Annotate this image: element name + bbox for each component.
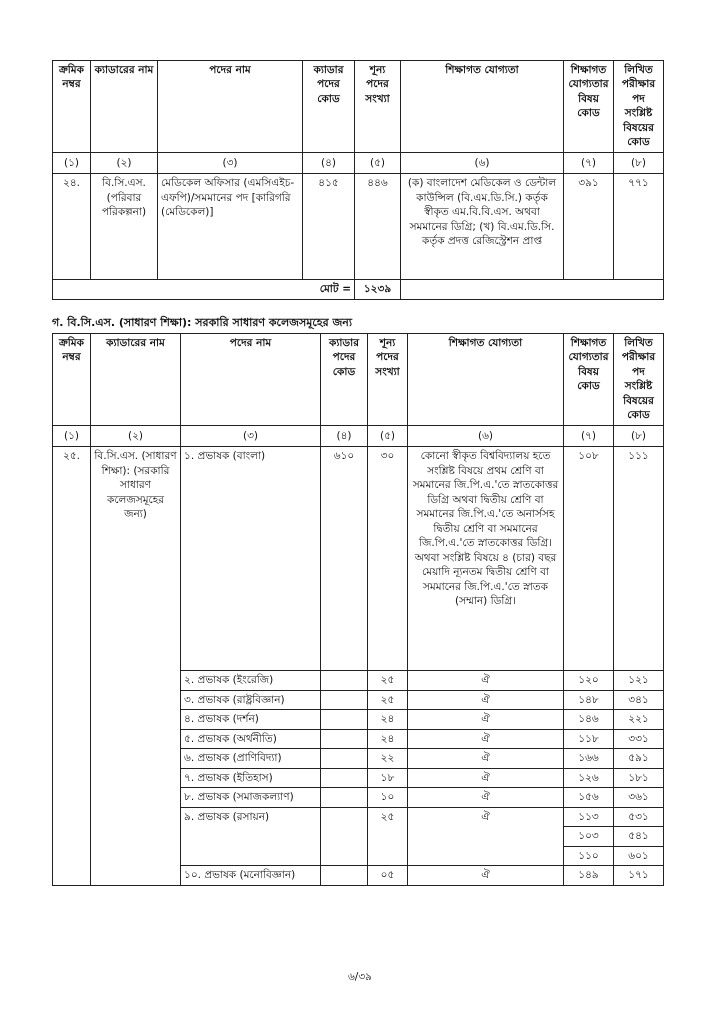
header-qualification: শিক্ষাগত যোগ্যতা	[408, 334, 564, 426]
vacancy-cell: ৩০	[368, 447, 408, 671]
written-code-cell: ১৭১	[614, 866, 664, 885]
written-code-cell: ৩৩১	[614, 729, 664, 748]
written-code-cell: ১৮১	[614, 768, 664, 787]
written-code-cell: ৫৩১	[614, 807, 664, 826]
qualification-cell: (ক) বাংলাদেশ মেডিকেল ও ডেন্টাল কাউন্সিল (বি.এম.ডি.সি.) কর্তৃক স্বীকৃত এম.বি.বি.এস. অথবা সমমানের ডিগ্রি; (খ) বি.এম.ডি.সি. কর্তৃক প্রদত্ত রেজিস্ট্রেশন প্রাপ্ত	[401, 174, 564, 280]
edu-code-cell: ১২৬	[564, 768, 614, 787]
edu-code-cell: ১৬৬	[564, 749, 614, 768]
table-row	[53, 447, 664, 671]
written-code-cell: ৬০১	[614, 846, 664, 865]
code-cell-empty	[321, 866, 368, 885]
edu-code-cell: ১২০	[564, 671, 614, 690]
code-cell-empty	[321, 749, 368, 768]
code-cell-empty	[321, 710, 368, 729]
vacancy-cell: ১০	[368, 788, 408, 807]
header-row	[53, 61, 664, 153]
header-post-name: পদের নাম	[158, 61, 303, 153]
vacancy-cell: ০৫	[368, 866, 408, 885]
header-edu-subject-code: শিক্ষাগত যোগ্যতার বিষয় কোড	[564, 61, 614, 153]
ditto-cell: ঐ	[408, 710, 564, 729]
header-qualification: শিক্ষাগত যোগ্যতা	[401, 61, 564, 153]
code-cell-empty	[321, 690, 368, 709]
ditto-cell: ঐ	[408, 807, 564, 865]
total-label: মোট =	[53, 280, 355, 300]
header-written-subject-code: লিখিত পরীক্ষার পদ সংশ্লিষ্ট বিষয়ের কোড	[614, 334, 664, 426]
header-vacancy: শূন্য পদের সংখ্যা	[355, 61, 401, 153]
vacancy-cell: ২৫	[368, 671, 408, 690]
col-number: (২)	[91, 152, 158, 173]
code-cell-empty	[321, 768, 368, 787]
column-number-row	[53, 425, 664, 446]
section-title: গ. বি.সি.এস. (সাধারণ শিক্ষা): সরকারি সাধারণ কলেজসমূহের জন্য	[52, 316, 353, 329]
header-vacancy: শূন্য পদের সংখ্যা	[368, 334, 408, 426]
col-number: (৪)	[303, 152, 355, 173]
header-written-subject-code: লিখিত পরীক্ষার পদ সংশ্লিষ্ট বিষয়ের কোড	[614, 61, 664, 153]
post-cell: ১. প্রভাষক (বাংলা)	[181, 447, 321, 671]
vacancy-cell: ১৮	[368, 768, 408, 787]
post-cell: মেডিকেল অফিসার (এমসিএইচ-এফপি)/সমমানের পদ [কারিগরি (মেডিকেল)]	[158, 174, 303, 280]
vacancy-cell: ২২	[368, 749, 408, 768]
page-number: ৬/৩৯	[347, 971, 372, 983]
vacancy-cell: ২৪	[368, 729, 408, 748]
col-number: (৫)	[355, 152, 401, 173]
col-number: (৩)	[181, 425, 321, 446]
col-number: (২)	[91, 425, 181, 446]
header-serial: ক্রমিক নম্বর	[53, 61, 91, 153]
col-number: (৭)	[564, 152, 614, 173]
table-row	[53, 174, 664, 280]
col-number: (৮)	[614, 425, 664, 446]
cadre-cell: বি.সি.এস. (পরিবার পরিকল্পনা)	[91, 174, 158, 280]
written-code-cell: ৩৪১	[614, 690, 664, 709]
ditto-cell: ঐ	[408, 749, 564, 768]
post-cell: ৪. প্রভাষক (দর্শন)	[181, 710, 321, 729]
post-cell: ৫. প্রভাষক (অর্থনীতি)	[181, 729, 321, 748]
col-number: (৭)	[564, 425, 614, 446]
post-cell: ৩. প্রভাষক (রাষ্ট্রবিজ্ঞান)	[181, 690, 321, 709]
col-number: (৮)	[614, 152, 664, 173]
column-number-row	[53, 152, 664, 173]
header-edu-subject-code: শিক্ষাগত যোগ্যতার বিষয় কোড	[564, 334, 614, 426]
code-cell-empty	[321, 807, 368, 865]
col-number: (৬)	[401, 152, 564, 173]
col-number: (৩)	[158, 152, 303, 173]
total-value: ১২৩৯	[355, 280, 401, 300]
code-cell-empty	[321, 671, 368, 690]
qualification-cell: কোনো স্বীকৃত বিশ্ববিদ্যালয় হতে সংশ্লিষ্ট বিষয়ে প্রথম শ্রেণি বা সমমানের জি.পি.এ.'তে স্নাতকোত্তর ডিগ্রি অথবা দ্বিতীয় শ্রেণি বা সমমানের জি.পি.এ.'তে অনার্সসহ দ্বিতীয় শ্রেণি বা সমমানের জি.পি.এ.'তে স্নাতকোত্তর ডিগ্রি। অথবা সংশ্লিষ্ট বিষয়ে ৪ (চার) বছর মেয়াদি ন্যূনতম দ্বিতীয় শ্রেণি বা সমমানের জি.পি.এ.'তে স্নাতক (সম্মান) ডিগ্রি।	[408, 447, 564, 671]
col-number: (৫)	[368, 425, 408, 446]
written-code-cell: ৩৬১	[614, 788, 664, 807]
ditto-cell: ঐ	[408, 866, 564, 885]
code-cell-empty	[321, 729, 368, 748]
edu-code-cell: ১১৮	[564, 729, 614, 748]
cadre-cell: বি.সি.এস. (সাধারণ শিক্ষা): (সরকারি সাধারণ কলেজসমূহের জন্য)	[91, 447, 181, 885]
written-code-cell: ৫৪১	[614, 827, 664, 846]
edu-code-cell: ১৪৮	[564, 690, 614, 709]
col-number: (৬)	[408, 425, 564, 446]
header-cadre-post-code: ক্যাডার পদের কোড	[303, 61, 355, 153]
col-number: (১)	[53, 425, 91, 446]
edu-code-cell: ১০৮	[564, 447, 614, 671]
written-code-cell: ১২১	[614, 671, 664, 690]
header-row	[53, 334, 664, 426]
post-cell: ৬. প্রভাষক (প্রাণিবিদ্যা)	[181, 749, 321, 768]
post-cell: ১০. প্রভাষক (মনোবিজ্ঞান)	[181, 866, 321, 885]
serial-cell: ২৪.	[53, 174, 91, 280]
edu-code-cell: ১৪৬	[564, 710, 614, 729]
serial-cell: ২৫.	[53, 447, 91, 885]
header-post-name: পদের নাম	[181, 334, 321, 426]
header-serial: ক্রমিক নম্বর	[53, 334, 91, 426]
edu-code-cell: ১৫৬	[564, 788, 614, 807]
edu-code-cell: ৩৯১	[564, 174, 614, 280]
ditto-cell: ঐ	[408, 788, 564, 807]
header-cadre-name: ক্যাডারের নাম	[91, 61, 158, 153]
post-cell: ২. প্রভাষক (ইংরেজি)	[181, 671, 321, 690]
code-cell-empty	[321, 788, 368, 807]
post-cell: ৯. প্রভাষক (রসায়ন)	[181, 807, 321, 865]
post-cell: ৮. প্রভাষক (সমাজকল্যাণ)	[181, 788, 321, 807]
written-code-cell: ১১১	[614, 447, 664, 671]
ditto-cell: ঐ	[408, 729, 564, 748]
vacancy-cell: ২৫	[368, 690, 408, 709]
ditto-cell: ঐ	[408, 690, 564, 709]
total-empty	[401, 280, 664, 300]
header-cadre-post-code: ক্যাডার পদের কোড	[321, 334, 368, 426]
edu-code-cell: ১১০	[564, 846, 614, 865]
post-cell: ৭. প্রভাষক (ইতিহাস)	[181, 768, 321, 787]
table-general-education	[52, 333, 664, 886]
vacancy-cell: ২৫	[368, 807, 408, 865]
edu-code-cell: ১৪৯	[564, 866, 614, 885]
written-code-cell: ৫৯১	[614, 749, 664, 768]
header-cadre-name: ক্যাডারের নাম	[91, 334, 181, 426]
edu-code-cell: ১১৩	[564, 807, 614, 826]
total-row	[53, 280, 664, 300]
code-cell: ৬১০	[321, 447, 368, 671]
written-code-cell: ২২১	[614, 710, 664, 729]
col-number: (১)	[53, 152, 91, 173]
table-family-planning	[52, 60, 664, 300]
ditto-cell: ঐ	[408, 768, 564, 787]
code-cell: ৪১৫	[303, 174, 355, 280]
written-code-cell: ৭৭১	[614, 174, 664, 280]
ditto-cell: ঐ	[408, 671, 564, 690]
vacancy-cell: ৪৪৬	[355, 174, 401, 280]
edu-code-cell: ১০৩	[564, 827, 614, 846]
vacancy-cell: ২৪	[368, 710, 408, 729]
col-number: (৪)	[321, 425, 368, 446]
